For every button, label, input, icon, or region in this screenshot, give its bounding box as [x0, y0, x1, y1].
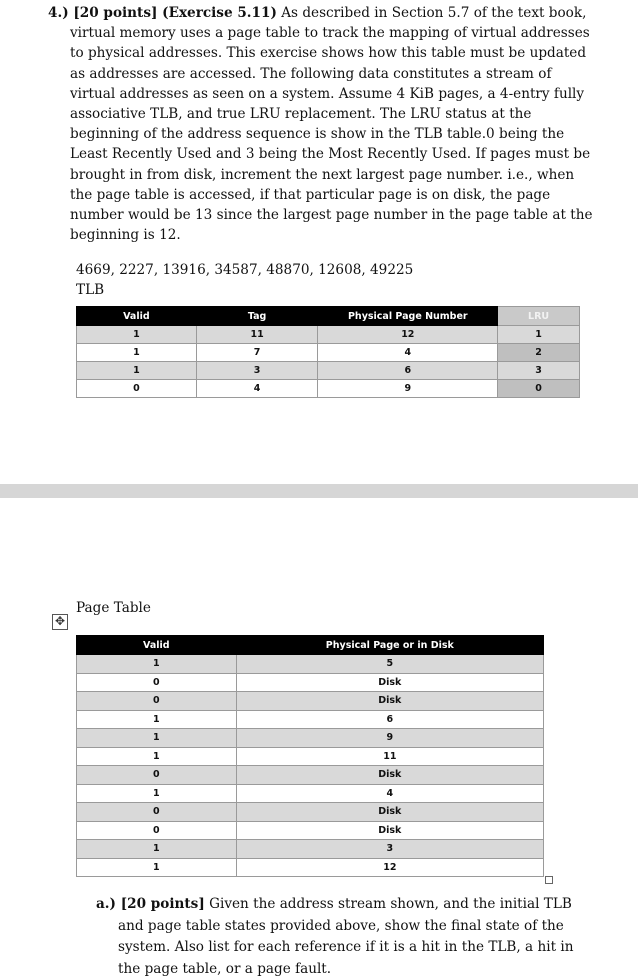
page-table-row [77, 729, 544, 748]
resize-handle-icon[interactable] [545, 876, 553, 884]
page-table-cell: 1 [77, 729, 237, 748]
tlb-row [77, 344, 580, 362]
tlb-header-tag: Tag [196, 307, 318, 326]
page-table-cell: 0 [77, 803, 237, 822]
page-table-cell: 4 [236, 784, 543, 803]
page-table [76, 635, 544, 877]
tlb-cell: 1 [77, 344, 197, 362]
tlb-cell: 6 [318, 362, 498, 380]
sub-question-number: a.) [20 points] [96, 896, 205, 912]
page-table-cell: 1 [77, 784, 237, 803]
sub-question-a [96, 894, 598, 980]
page-table-cell: 0 [77, 821, 237, 840]
page-table-cell: 1 [77, 710, 237, 729]
question-body: As described in Section 5.7 of the text book, virtual memory uses a page table to track the mapping of virtual addresses to physical addresses. This exercise shows how this table must be updated as addresses are accessed. The following data constitutes a stream of virtual addresses as seen on a system. Assume 4 KiB pages, a 4-entry fully associative TLB, and true LRU replacement. The LRU status at the beginning of the address sequence is show in the TLB table.0 being the Least Recently Used and 3 being the Most Recently Used. If pages must be brought in from disk, increment the next largest page number. i.e., when the page table is accessed, if that particular page is on disk, the page number would be 13 since the largest page number in the page table at the beginning is 12. [70, 5, 593, 244]
tlb-row [77, 380, 580, 398]
page-table-row [77, 766, 544, 785]
page-table-cell: 0 [77, 692, 237, 711]
tlb-row [77, 362, 580, 380]
page-table-cell: Disk [236, 803, 543, 822]
page-table-row [77, 821, 544, 840]
tlb-cell: 1 [77, 362, 197, 380]
page-table-cell: 1 [77, 747, 237, 766]
tlb-cell: 1 [77, 326, 197, 344]
tlb-table [76, 306, 580, 398]
page-table-row [77, 784, 544, 803]
page-break [0, 484, 638, 498]
tlb-cell: 11 [196, 326, 318, 344]
tlb-header-valid: Valid [77, 307, 197, 326]
page-table-label: Page Table [76, 600, 151, 616]
page-table-cell: 9 [236, 729, 543, 748]
tlb-cell: 0 [498, 380, 580, 398]
page-table-row [77, 840, 544, 859]
tlb-label: TLB [76, 282, 105, 298]
page-1 [0, 0, 638, 484]
page-table-cell: 1 [77, 840, 237, 859]
tlb-header-ppn: Physical Page Number [318, 307, 498, 326]
page-table-cell: 1 [77, 858, 237, 877]
tlb-cell: 3 [196, 362, 318, 380]
page-table-cell: 11 [236, 747, 543, 766]
page-table-cell: 3 [236, 840, 543, 859]
page-table-cell: Disk [236, 766, 543, 785]
tlb-cell: 3 [498, 362, 580, 380]
tlb-cell: 7 [196, 344, 318, 362]
question-4 [48, 3, 598, 245]
tlb-row [77, 326, 580, 344]
page-table-cell: Disk [236, 821, 543, 840]
sub-question-body: Given the address stream shown, and the initial TLB and page table states provided above, show the final state of the system. Also list for each reference if it is a hit in the TLB, a hit in the page table, or a page fault. [118, 896, 574, 977]
question-number: 4.) [20 points] (Exercise 5.11) [48, 5, 277, 21]
address-stream: 4669, 2227, 13916, 34587, 48870, 12608, 49225 [76, 262, 414, 278]
tlb-cell: 4 [196, 380, 318, 398]
page-table-cell: 5 [236, 655, 543, 674]
move-handle-icon[interactable]: ✥ [52, 614, 68, 630]
page-table-row [77, 858, 544, 877]
page-table-row [77, 673, 544, 692]
page-table-row [77, 655, 544, 674]
tlb-cell: 12 [318, 326, 498, 344]
page-table-cell: 6 [236, 710, 543, 729]
tlb-cell: 2 [498, 344, 580, 362]
page-table-row [77, 747, 544, 766]
tlb-header-lru: LRU [498, 307, 580, 326]
page-table-row [77, 803, 544, 822]
page-table-cell: 12 [236, 858, 543, 877]
page-table-cell: 0 [77, 766, 237, 785]
tlb-cell: 4 [318, 344, 498, 362]
page-table-cell: Disk [236, 692, 543, 711]
page-table-header-physical: Physical Page or in Disk [236, 636, 543, 655]
page-table-header-valid: Valid [77, 636, 237, 655]
page-table-row [77, 710, 544, 729]
page-table-row [77, 692, 544, 711]
page-table-cell: 0 [77, 673, 237, 692]
tlb-cell: 9 [318, 380, 498, 398]
page-table-cell: Disk [236, 673, 543, 692]
tlb-cell: 0 [77, 380, 197, 398]
page-table-cell: 1 [77, 655, 237, 674]
tlb-cell: 1 [498, 326, 580, 344]
